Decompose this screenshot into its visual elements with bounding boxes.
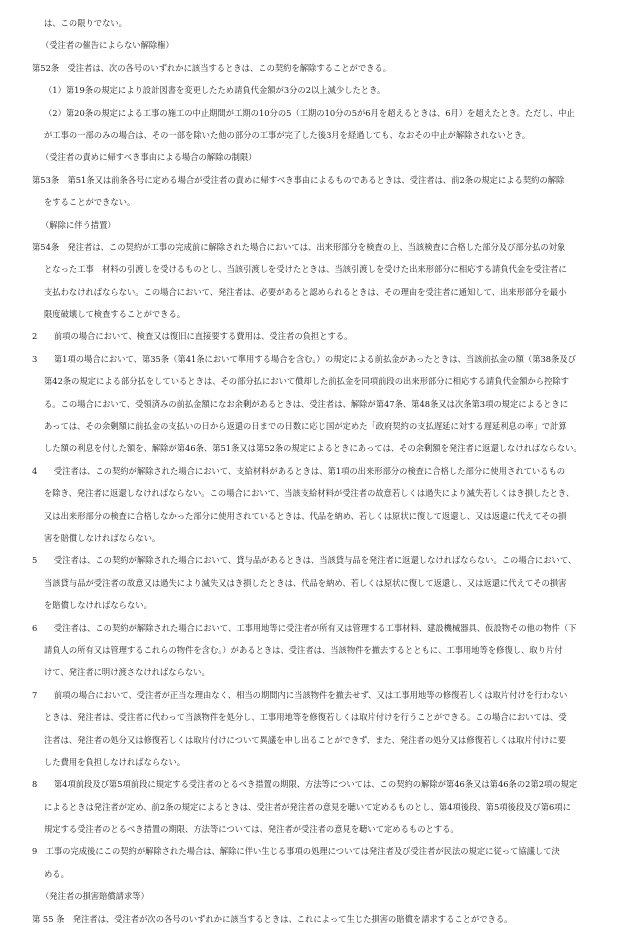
text-line: した費用を負担しなければならない。 (44, 756, 186, 767)
paragraph-7: 7 前項の場合において、受注者が正当な理由なく、相当の期間内に当該物件を撤去せず、又は工事用地等の修復若しくは取片付けを行わない (32, 689, 568, 700)
text-line: けて、発注者に明け渡さなければならない。 (44, 667, 210, 678)
text-line: した額の利息を付した額を、解除が第46条、第51条又は第52条の規定によるときにあっては、その余剰額を発注者に返還しなければならない。 (44, 443, 582, 454)
article-heading: （解除に伴う措置） (41, 219, 116, 230)
text-line: となった工事 材料の引渡しを受けるものとし、当該引渡しを受けたときは、当該引渡しを受けた出来形部分に相応する請負代金を受注者に (44, 264, 567, 275)
article-53: 第53条 第51条又は前条各号に定める場合が受注者の責めに帰すべき事由によるものであるときは、受注者は、前2条の規定による契約の解除 (32, 174, 565, 185)
paragraph-9: 9 工事の完成後にこの契約が解除された場合は、解除に伴い生じる事項の処理については発注者及び受注者が民法の規定に従って協議して決 (32, 846, 560, 857)
paragraph-6: 6 受注者は、この契約が解除された場合において、工事用地等に受注者が所有又は管理する工事材料、建設機械器具、仮設物その他の物件（下 (32, 622, 577, 633)
article-heading: （発注者の損害賠償請求等） (41, 891, 149, 902)
article-52-item-2: （2）第20条の規定による工事の施工の中止期間が工期の10分の5（工期の10分の5が6月を超えるときは、6月）を超えたとき。ただし、中止 (44, 107, 575, 118)
text-line: を除き、発注者に返還しなければならない。この場合において、当該支給材料が受注者の故意若しくは過失により滅失若しくはき損したとき、 (44, 488, 575, 499)
text-line: 限度破壊して検査することができる。 (44, 309, 186, 320)
article-heading: （受注者の催告によらない解除権） (41, 40, 174, 51)
paragraph-5: 5 受注者は、この契約が解除された場合において、貸与品があるときは、当該貸与品を発注者に返還しなければならない。この場合において、 (32, 555, 577, 566)
text-line: を賠償しなければならない。 (44, 600, 152, 611)
article-heading: （受注者の責めに帰すべき事由による場合の解除の制限） (41, 152, 257, 163)
text-line: は、この限りでない。 (44, 18, 127, 28)
paragraph-8: 8 第4項前段及び第5項前段に規定する受注者のとるべき措置の期限、方法等については、この契約の解除が第46条又は第46条の2第2項の規定 (32, 779, 578, 790)
text-line: 第42条の規定による部分払をしているときは、その部分払において償却した前払金を同項前段の出来形部分に相応する請負代金額から控除す (44, 376, 569, 387)
paragraph-2: 2 前項の場合において、検査又は復旧に直接要する費用は、受注者の負担とする。 (32, 331, 353, 342)
article-52-item-1: （1）第19条の規定により設計図書を変更したため請負代金額が3分の2以上減少したとき。 (44, 85, 386, 96)
text-line: 又は出来形部分の検査に合格しなかった部分に使用されているときは、代品を納め、若しくは原状に復して返還し、又は返還に代えてその損 (44, 510, 567, 521)
text-line: る。この場合において、受領済みの前払金額になお余剰があるときは、受注者は、解除が第47条、第48条又は次条第3項の規定によるときに (44, 398, 569, 409)
article-52: 第52条 受注者は、次の各号のいずれかに該当するときは、この契約を解除することができる。 (32, 62, 392, 73)
text-line: 規定する受注者のとるべき措置の期限、方法等については、発注者が受注者の意見を聴いて定めるものとする。 (44, 824, 459, 835)
text-line: める。 (44, 868, 69, 879)
text-line: が工事の一部のみの場合は、その一部を除いた他の部分の工事が完了した後3月を経過しても、なおその中止が解除されないとき。 (44, 129, 531, 140)
paragraph-3: 3 第1項の場合において、第35条（第41条において準用する場合を含む。）の規定による前払金があったときは、当該前払金の額（第38条及び (32, 353, 576, 364)
paragraph-4: 4 受注者は、この契約が解除された場合において、支給材料があるときは、第1項の出来形部分の検査に合格した部分に使用されているもの (32, 465, 566, 476)
text-line: 請負人の所有又は管理するこれらの物件を含む。）があるときは、受注者は、当該物件を撤去するとともに、工事用地等を修復し、取り片付 (44, 644, 563, 655)
text-line: 当該貸与品が受注者の故意又は過失により滅失又はき損したときは、代品を納め、若しくは原状に復して返還し、又は返還に代えてその損害 (44, 577, 567, 588)
text-line: 注者は、発注者の処分又は修復若しくは取片付けについて異議を申し出ることができず、また、発注者の処分又は修復若しくは取片付けに要 (44, 734, 566, 745)
article-54: 第54条 発注者は、この契約が工事の完成前に解除された場合においては、出来形部分を検査の上、当該検査に合格した部分及び部分払の対象 (32, 241, 566, 252)
text-line: によるときは発注者が定め、前2条の規定によるときは、受注者が発注者の意見を聴いて定めるものとし、第4項後段、第5項後段及び第6項に (44, 801, 571, 812)
text-line: 支払わなければならない。この場合において、発注者は、必要があると認められるときは、その理由を受注者に通知して、出来形部分を最小 (44, 286, 567, 297)
text-line: をすることができない。 (44, 197, 136, 208)
text-line: あっては、その余剰額に前払金の支払いの日から返還の日までの日数に応じ国が定めた「政府契約の支払遅延に対する遅延利息の率」で計算 (44, 421, 567, 432)
article-55: 第 55 条 発注者は、受注者が次の各号のいずれかに該当するときは、これによって生じた損害の賠償を請求することができる。 (32, 913, 513, 924)
text-line: ときは、発注者は、受注者に代わって当該物件を処分し、工事用地等を修復若しくは取片付けを行うことができる。この場合においては、受 (44, 712, 567, 723)
text-line: 害を賠償しなければならない。 (44, 532, 161, 543)
